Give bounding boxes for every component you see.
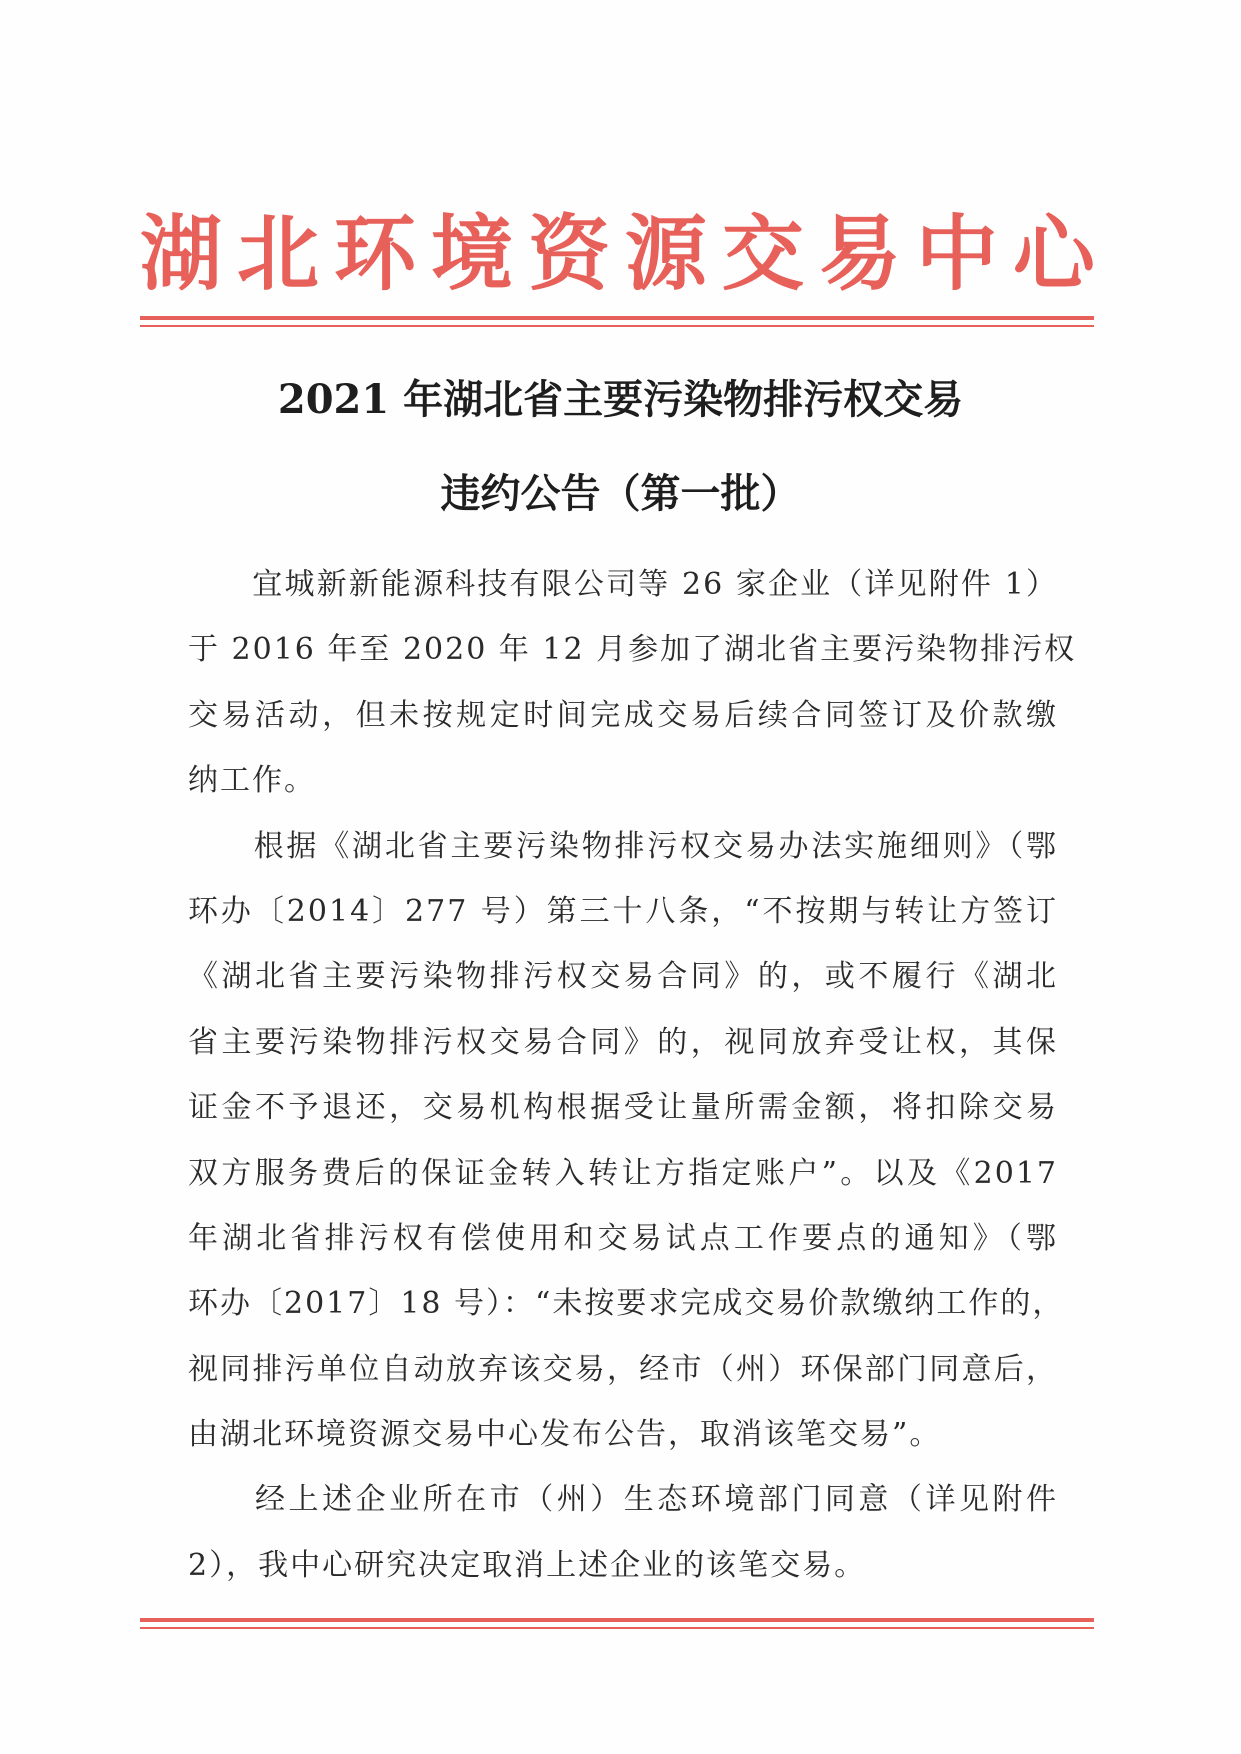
body-line: 2），我中心研究决定取消上述企业的该笔交易。 <box>188 1547 867 1583</box>
masthead-divider-thick <box>140 316 1094 320</box>
footer-divider-thin <box>140 1627 1094 1629</box>
document-title-line-2: 违约公告（第一批） <box>440 470 801 517</box>
masthead-organization-name <box>140 204 1095 304</box>
masthead-char: 北 <box>236 206 319 302</box>
body-line: 证金不予退还，交易机构根据受让量所需金额，将扣除交易 <box>188 1090 1058 1126</box>
body-line: 于 2016 年至 2020 年 12 月参加了湖北省主要污染物排污权 <box>188 632 1077 668</box>
body-line: 根据《湖北省主要污染物排污权交易办法实施细则》（鄂 <box>188 828 1058 864</box>
body-line: 交易活动，但未按规定时间完成交易后续合同签订及价款缴 <box>188 697 1058 733</box>
body-line: 由湖北环境资源交易中心发布公告，取消该笔交易”。 <box>188 1417 942 1453</box>
document-title-line-1: 2021 年湖北省主要污染物排污权交易 <box>277 376 964 423</box>
masthead-char: 源 <box>624 206 707 302</box>
body-line: 省主要污染物排污权交易合同》的，视同放弃受让权，其保 <box>188 1024 1058 1060</box>
body-line: 年湖北省排污权有偿使用和交易试点工作要点的通知》（鄂 <box>188 1220 1058 1256</box>
body-line: 《湖北省主要污染物排污权交易合同》的，或不履行《湖北 <box>188 959 1058 995</box>
masthead-char: 环 <box>333 206 416 302</box>
body-line: 经上述企业所在市（州）生态环境部门同意（详见附件 <box>188 1482 1058 1518</box>
masthead-char: 资 <box>527 206 610 302</box>
masthead-char: 易 <box>818 206 901 302</box>
body-line: 视同排污单位自动放弃该交易，经市（州）环保部门同意后， <box>188 1351 1058 1387</box>
footer-divider-thick <box>140 1618 1094 1622</box>
masthead-divider-thin <box>140 325 1094 327</box>
body-line: 宜城新新能源科技有限公司等 26 家企业（详见附件 1） <box>188 567 1058 602</box>
body-line: 环办〔2014〕277 号）第三十八条，“不按期与转让方签订 <box>188 893 1058 929</box>
body-line: 双方服务费后的保证金转入转让方指定账户”。以及《2017 <box>188 1155 1058 1191</box>
masthead-char: 心 <box>1012 206 1095 302</box>
body-line: 纳工作。 <box>188 763 316 799</box>
masthead-char: 境 <box>430 206 513 302</box>
masthead-char: 交 <box>721 206 804 302</box>
document-body <box>188 552 1077 1598</box>
body-line: 环办〔2017〕18 号）：“未按要求完成交易价款缴纳工作的， <box>188 1286 1065 1322</box>
masthead-char: 湖 <box>140 206 223 302</box>
masthead-char: 中 <box>915 206 998 302</box>
